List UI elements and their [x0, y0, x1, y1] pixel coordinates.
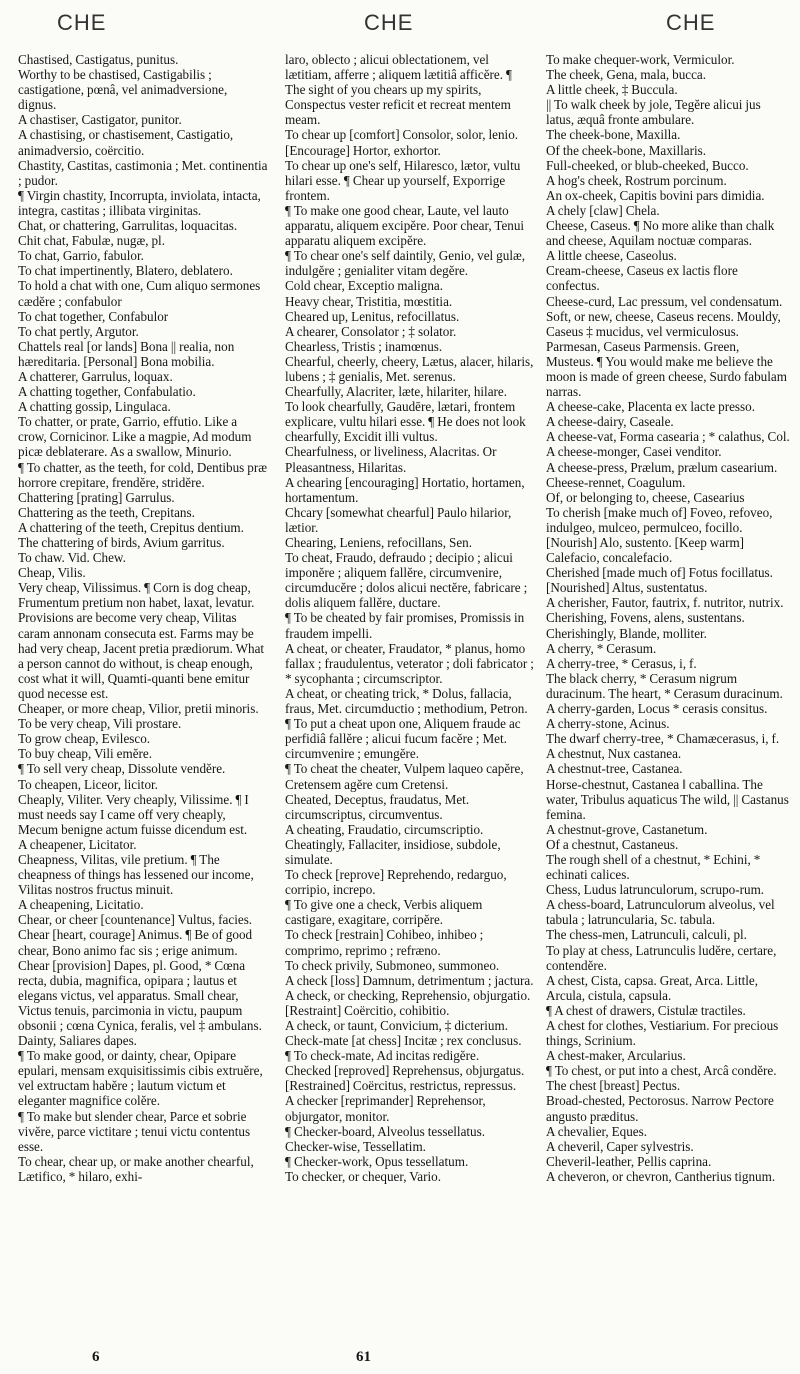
page-number-left: 6 [92, 1349, 100, 1365]
dictionary-entry: The dwarf cherry-tree, * Chamæcerasus, i, f. [546, 731, 780, 747]
running-header-center: CHE [364, 10, 414, 35]
dictionary-entry: A chest, Cista, capsa. Great, Arca. Little, Arcula, cistula, capsula. [546, 972, 759, 1003]
dictionary-entry: ¶ To cheat the cheater, Vulpem laqueo capĕre, Cretensem agĕre cum Cretensi. [285, 761, 524, 792]
column-middle [285, 52, 535, 1184]
column-right [546, 52, 790, 1184]
dictionary-entry: A check, or taunt, Convicium, ‡ dicterium. [285, 1018, 509, 1033]
dictionary-entry: Cheap, Vilis. [18, 565, 86, 581]
dictionary-entry: || To walk cheek by jole, Tegĕre alicui jus latus, æquâ fronte ambulare. [546, 97, 761, 128]
dictionary-entry: A chatting together, Confabulatio. [18, 384, 196, 400]
page-number-center: 61 [356, 1349, 371, 1365]
dictionary-entry: A chatting gossip, Lingulaca. [18, 399, 171, 415]
dictionary-entry: A cherry, * Cerasum. [546, 640, 657, 656]
dictionary-entry: A chastiser, Castigator, punitor. [18, 112, 182, 128]
dictionary-entry: ¶ To put a cheat upon one, Aliquem fraude ac perfidiâ fallĕre ; alicui fucum facĕre ; Met. circumvenire ; emungĕre. [285, 716, 521, 762]
dictionary-entry: Chattering as the teeth, Crepitans. [18, 504, 195, 520]
dictionary-entry: To chat, Garrio, fabulor. [18, 248, 144, 264]
dictionary-entry: A chevalier, Eques. [546, 1123, 648, 1139]
dictionary-entry: ¶ A chest of drawers, Cistulæ tractiles. [546, 1002, 746, 1018]
dictionary-entry: The cheek-bone, Maxilla. [546, 127, 681, 143]
dictionary-entry: A chestnut-tree, Castanea. [546, 761, 683, 777]
dictionary-entry: ¶ To be cheated by fair promises, Promissis in fraudem impelli. [285, 610, 525, 641]
dictionary-entry: Check-mate [at chess] Incitæ ; rex conclusus. [285, 1033, 522, 1049]
dictionary-entry: A chess-board, Latrunculorum alveolus, vel tabula ; latruncularia, Sc. tabula. [546, 897, 775, 928]
dictionary-entry: Worthy to be chastised, Castigabilis ; castigatione, pœnâ, vel animadversione, dignus. [18, 67, 228, 113]
dictionary-entry: A chearing [encouraging] Hortatio, hortamen, hortamentum. [285, 474, 525, 505]
dictionary-entry: Chattering [prating] Garrulus. [18, 489, 175, 505]
dictionary-entry: A cherry-garden, Locus * cerasis consitus. [546, 701, 768, 717]
dictionary-entry: A hog's cheek, Rostrum porcinum. [546, 172, 727, 188]
dictionary-entry: To be very cheap, Vili prostare. [18, 716, 182, 732]
dictionary-entry: A chest for clothes, Vestiarium. For precious things, Scrinium. [546, 1018, 779, 1049]
dictionary-entry: To cherish [make much of] Foveo, refoveo, indulgeo, mulceo, permulceo, focillo. [Nourish] Alo, sustento. [Keep warm] Calefacio, concalefacio. [546, 504, 773, 566]
dictionary-entry: A cherry-stone, Acinus. [546, 716, 670, 732]
running-header-right: CHE [666, 10, 716, 35]
dictionary-entry: Cheated, Deceptus, fraudatus, Met. circumscriptus, circumventus. [285, 791, 470, 822]
dictionary-entry: Checker-wise, Tessellatim. [285, 1138, 426, 1154]
dictionary-entry: The rough shell of a chestnut, * Echini, * echinati calices. [546, 851, 761, 883]
dictionary-entry: A cheat, or cheater, Fraudator, * planus, homo fallax ; fraudulentus, veterator ; doli fabricator ; * sycophanta ; circumscriptor. [285, 640, 534, 686]
dictionary-entry: Cheared up, Lenitus, refocillatus. [285, 308, 460, 324]
dictionary-entry: To chat pertly, Argutor. [18, 323, 139, 339]
dictionary-entry: To check privily, Submoneo, summoneo. [285, 957, 500, 973]
dictionary-entry: Cherishing, Fovens, alens, sustentans. [546, 610, 745, 626]
dictionary-entry: Cold chear, Exceptio maligna. [285, 278, 444, 294]
dictionary-entry: The chess-men, Latrunculi, calculi, pl. [546, 927, 747, 943]
dictionary-entry: A check, or checking, Reprehensio, objurgatio. [Restraint] Coërcitio, cohibitio. [285, 987, 531, 1018]
dictionary-entry: A cheveron, or chevron, Cantherius tignum. [546, 1168, 776, 1184]
dictionary-entry: ¶ To make but slender chear, Parce et sobrie vivĕre, parce victitare ; tenui victu contentus esse. [18, 1108, 251, 1154]
dictionary-entry: To chat together, Confabulor [18, 308, 169, 324]
dictionary-entry: To chat impertinently, Blatero, deblatero. [18, 263, 233, 279]
dictionary-entry: Cheatingly, Fallaciter, insidiose, subdole, simulate. [285, 836, 501, 867]
dictionary-entry: Chear [heart, courage] Animus. ¶ Be of good chear, Bono animo fac sis ; erige animum. [18, 927, 253, 958]
dictionary-entry: To look chearfully, Gaudēre, lætari, frontem explicare, vultu hilari esse. ¶ He does not look chearfully, Excidit illi vultus. [285, 399, 526, 445]
dictionary-entry: A cherry-tree, * Cerasus, i, f. [546, 655, 697, 671]
dictionary-entry: Chastised, Castigatus, punitus. [18, 52, 179, 67]
dictionary-entry: A checker [reprimander] Reprehensor, objurgator, monitor. [285, 1093, 486, 1124]
dictionary-entry: To chatter, or prate, Garrio, effutio. Like a crow, Cornicinor. Like a magpie, Ad modum picæ deblaterare. As a swallow, Minurio. [18, 414, 252, 460]
dictionary-entry: To check [reprove] Reprehendo, redarguo, corripio, increpo. [285, 867, 507, 898]
dictionary-entry: Cheese-rennet, Coagulum. [546, 474, 686, 490]
dictionary-entry: Broad-chested, Pectorosus. Narrow Pectore angusto præditus. [546, 1093, 774, 1124]
dictionary-entry: Soft, or new, cheese, Caseus recens. Mouldy, Caseus ‡ mucidus, vel vermiculosus. Parmesan, Caseus Parmensis. Green, Musteus. ¶ You would make me believe the moon is made of green cheese, Surdo fabulam narras. [546, 308, 787, 400]
dictionary-entry: ¶ To chest, or put into a chest, Arcâ condĕre. [546, 1063, 777, 1079]
dictionary-entry: A cheese-cake, Placenta ex lacte presso. [546, 399, 756, 415]
dictionary-entry: Chearful, cheerly, cheery, Lætus, alacer, hilaris, lubens ; ‡ genialis, Met. serenus. [285, 353, 534, 384]
dictionary-entry: Chearfulness, or liveliness, Alacritas. Or Pleasantness, Hilaritas. [285, 444, 497, 475]
dictionary-entry: ¶ To chatter, as the teeth, for cold, Dentibus præ horrore crepitare, frendĕre, stridĕre. [18, 459, 267, 490]
dictionary-entry: To cheapen, Liceor, licitor. [18, 776, 158, 792]
dictionary-entry: A chestnut, Nux castanea. [546, 746, 682, 762]
dictionary-entry: Chastity, Castitas, castimonia ; Met. continentia ; pudor. [18, 157, 268, 188]
dictionary-entry: To checker, or chequer, Vario. [285, 1168, 442, 1184]
dictionary-entry: Chearfully, Alacriter, læte, hilariter, hilare. [285, 384, 508, 400]
dictionary-entry: The chattering of birds, Avium garritus. [18, 535, 225, 550]
dictionary-entry: Cheveril-leather, Pellis caprina. [546, 1153, 712, 1169]
dictionary-entry: Of the cheek-bone, Maxillaris. [546, 142, 707, 158]
dictionary-entry: To chear up [comfort] Consolor, solor, lenio. [Encourage] Hortor, exhortor. [285, 127, 519, 158]
dictionary-entry: Chess, Ludus latrunculorum, scrupo-rum. [546, 882, 765, 898]
dictionary-entry: To play at chess, Latrunculis ludĕre, certare, contendĕre. [546, 942, 777, 973]
dictionary-entry: Cheaper, or more cheap, Vilior, pretii minoris. [18, 701, 259, 717]
dictionary-entry: A chely [claw] Chela. [546, 202, 660, 218]
dictionary-entry: Cheese, Caseus. ¶ No more alike than chalk and cheese, Aquilam noctuæ comparas. [546, 218, 775, 249]
dictionary-entry: Of, or belonging to, cheese, Casearius [546, 489, 745, 505]
dictionary-entry: ¶ To make good, or dainty, chear, Opipare epulari, mensam exquisitissimis cibis extruĕre, vel extructam habĕre ; lautum victum et eleganter magnifice colĕre. [18, 1048, 263, 1109]
dictionary-entry: A cheese-vat, Forma casearia ; * calathus, Col. [546, 429, 790, 445]
running-header-left: CHE [57, 10, 107, 35]
dictionary-entry: ¶ Checker-board, Alveolus tessellatus. [285, 1123, 486, 1139]
dictionary-entry: A cheese-dairy, Caseale. [546, 414, 674, 430]
dictionary-entry: To hold a chat with one, Cum aliquo sermones cædĕre ; confabulor [18, 278, 261, 309]
dictionary-entry: To grow cheap, Evilesco. [18, 731, 151, 747]
dictionary-entry: A cheese-press, Prælum, prælum casearium. [546, 459, 778, 475]
dictionary-entry: Chattels real [or lands] Bona || realia, non hæreditaria. [Personal] Bona mobilia. [18, 338, 235, 369]
dictionary-entry: Heavy chear, Tristitia, mœstitia. [285, 293, 453, 309]
dictionary-entry: Of a chestnut, Castaneus. [546, 836, 679, 852]
dictionary-entry: To chaw. Vid. Chew. [18, 550, 126, 566]
dictionary-entry: To make chequer-work, Vermiculor. [546, 52, 735, 67]
column-left [18, 52, 268, 1184]
dictionary-entry: A cheapening, Licitatio. [18, 897, 144, 913]
dictionary-entry: To buy cheap, Vili emĕre. [18, 746, 153, 762]
running-headers [0, 4, 800, 44]
dictionary-entry: A chestnut-grove, Castanetum. [546, 821, 708, 837]
dictionary-entry: Cream-cheese, Caseus ex lactis flore confectus. [546, 263, 738, 294]
dictionary-entry: Chear, or cheer [countenance] Vultus, facies. [18, 912, 253, 928]
dictionary-entry: Chit chat, Fabulæ, nugæ, pl. [18, 233, 165, 249]
dictionary-entry: ¶ Checker-work, Opus tessellatum. [285, 1153, 469, 1169]
dictionary-entry: Cherished [made much of] Fotus focillatus. [Nourished] Altus, sustentatus. [546, 565, 773, 596]
dictionary-entry: ¶ Virgin chastity, Incorrupta, inviolata, intacta, integra, castitas ; illibata virginitas. [18, 187, 261, 218]
dictionary-entry: A chest-maker, Arcularius. [546, 1048, 686, 1064]
dictionary-entry: Full-cheeked, or blub-cheeked, Bucco. [546, 157, 749, 173]
dictionary-entry: Chearless, Tristis ; inamœnus. [285, 338, 443, 354]
dictionary-entry: ¶ To check-mate, Ad incitas redigĕre. [285, 1048, 480, 1064]
dictionary-entry: ¶ To chear one's self daintily, Genio, vel gulæ, indulgĕre ; genialiter vitam degĕre. [285, 248, 526, 279]
dictionary-entry: A little cheese, Caseolus. [546, 248, 677, 264]
dictionary-entry: Cheapness, Vilitas, vile pretium. ¶ The cheapness of things has lessened our income, Vilitas nostros fructus minuit. [18, 851, 254, 898]
dictionary-entry: Chcary [somewhat chearful] Paulo hilarior, lætior. [285, 504, 512, 535]
dictionary-entry: A cheveril, Caper sylvestris. [546, 1138, 694, 1154]
dictionary-entry: A little cheek, ‡ Buccula. [546, 82, 678, 98]
dictionary-entry: ¶ To make one good chear, Laute, vel lauto apparatu, aliquem excipĕre. Poor chear, Tenui apparatu aliquem excipĕre. [285, 202, 525, 249]
dictionary-entry: laro, oblecto ; alicui oblectationem, vel lætitiam, afferre ; aliquem lætitiâ afficĕre. ¶ The sight of you chears up my spirits, Conspectus vester reficit et recreat mentem meam. [285, 52, 512, 128]
dictionary-entry: A cheese-monger, Casei venditor. [546, 444, 722, 460]
dictionary-entry: A cheapener, Licitator. [18, 836, 137, 852]
dictionary-entry: The chest [breast] Pectus. [546, 1078, 681, 1094]
dictionary-entry: ¶ To sell very cheap, Dissolute vendĕre. [18, 761, 226, 777]
dictionary-entry: To chear, chear up, or make another chearful, Lætifico, * hilaro, exhi- [18, 1153, 254, 1184]
dictionary-entry: Cheaply, Viliter. Very cheaply, Vilissime. ¶ I must needs say I came off very cheaply, Mecum benigne actum fuisse dicendum est. [18, 791, 249, 837]
dictionary-entry: A chearer, Consolator ; ‡ solator. [285, 323, 457, 339]
dictionary-entry: A chatterer, Garrulus, loquax. [18, 368, 173, 384]
dictionary-entry: Cheese-curd, Lac pressum, vel condensatum. [546, 293, 783, 309]
dictionary-entry: A check [loss] Damnum, detrimentum ; jactura. [285, 972, 534, 988]
dictionary-entry: Horse-chestnut, Castanea ‖ caballina. The water, Tribulus aquaticus The wild, || Castanus femina. [546, 776, 789, 822]
dictionary-entry: A chattering of the teeth, Crepitus dentium. [18, 519, 244, 535]
dictionary-entry: ¶ To give one a check, Verbis aliquem castigare, exagitare, corripĕre. [285, 897, 483, 928]
dictionary-entry: A cherisher, Fautor, fautrix, f. nutritor, nutrix. [546, 595, 784, 611]
dictionary-entry: A chastising, or chastisement, Castigatio, animadversio, coërcitio. [18, 127, 234, 158]
dictionary-entry: Cherishingly, Blande, molliter. [546, 625, 707, 641]
dictionary-entry: To cheat, Fraudo, defraudo ; decipio ; alicui imponĕre ; aliquem fallĕre, circumvenire, circumducĕre ; dolos alicui nectĕre, fabricare ; dolis aliquem fallĕre, ductare. [285, 550, 528, 611]
dictionary-entry: To chear up one's self, Hilaresco, lætor, vultu hilari esse. ¶ Chear up yourself, Exporrige frontem. [285, 157, 521, 203]
dictionary-entry: The black cherry, * Cerasum nigrum duracinum. The heart, * Cerasum duracinum. [546, 670, 783, 701]
dictionary-entry: Very cheap, Vilissimus. ¶ Corn is dog cheap, Frumentum pretium non habet, laxat, levatur. Provisions are become very cheap, Vilitas caram annonam consecuta est. Farms may be had very cheap, Jacent pretia prædiorum. What a person cannot do without, is cheap enough, cost what it will, Quamti-quanti bene emitur quod necesse est. [18, 580, 265, 701]
dictionary-entry: Checked [reproved] Reprehensus, objurgatus. [Restrained] Coërcitus, restrictus, repressus. [285, 1063, 525, 1094]
dictionary-entry: Chear [provision] Dapes, pl. Good, * Cœna recta, dubia, magnifica, opipara ; lautus et elegans victus, vel apparatus. Small chear, Victus tenuis, parcimonia in victu, paupum obsonii ; cœna Cynica, feralis, vel ‡ ambulans. Dainty, Saliares dapes. [18, 957, 262, 1049]
dictionary-entry: Chat, or chattering, Garrulitas, loquacitas. [18, 218, 238, 234]
dictionary-entry: A cheating, Fraudatio, circumscriptio. [285, 821, 484, 837]
dictionary-entry: A cheat, or cheating trick, * Dolus, fallacia, fraus, Met. circumductio ; methodium, Petron. [285, 685, 528, 717]
dictionary-entry: The cheek, Gena, mala, bucca. [546, 67, 707, 83]
dictionary-entry: Chearing, Leniens, refocillans, Sen. [285, 535, 473, 550]
dictionary-entry: An ox-cheek, Capitis bovini pars dimidia. [546, 187, 765, 203]
dictionary-entry: To check [restrain] Cohibeo, inhibeo ; comprimo, reprimo ; refrænо. [285, 927, 484, 958]
